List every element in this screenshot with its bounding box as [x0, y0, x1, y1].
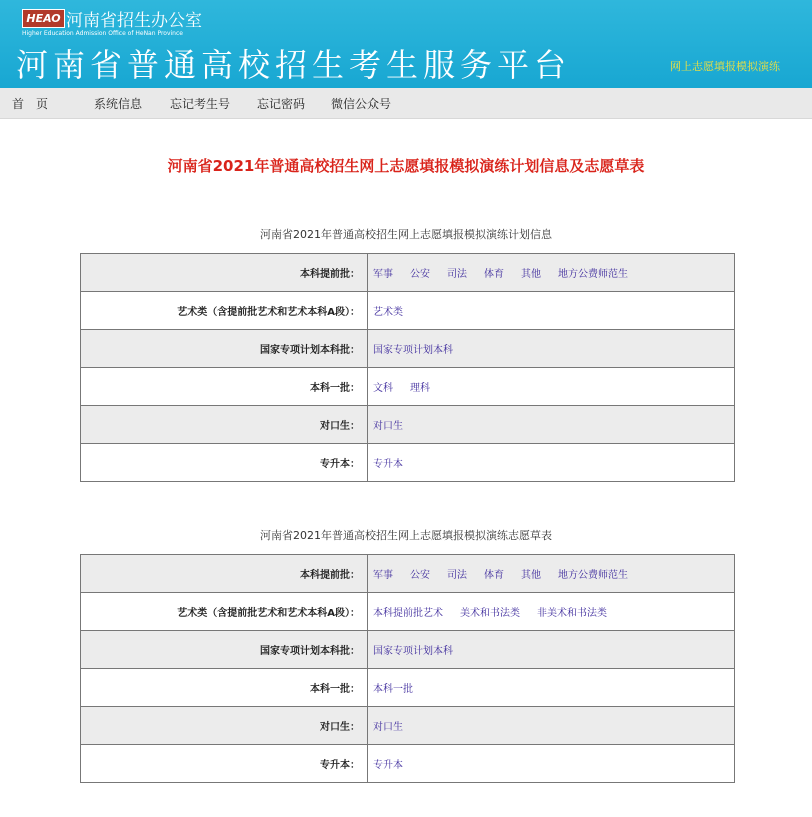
category-link[interactable]: 司法	[447, 269, 467, 280]
category-link[interactable]: 文科	[373, 383, 393, 394]
draft-form-table	[80, 554, 735, 783]
category-link[interactable]: 公安	[410, 570, 430, 581]
row-label: 本科一批：	[81, 669, 368, 707]
table-row	[81, 292, 735, 330]
table-row	[81, 368, 735, 406]
row-links	[368, 593, 735, 631]
category-link[interactable]: 国家专项计划本科	[373, 345, 453, 356]
nav-forgot-exam-number[interactable]: 忘记考生号	[170, 97, 231, 111]
row-links	[368, 254, 735, 292]
table-row	[81, 593, 735, 631]
category-link[interactable]: 专升本	[373, 760, 403, 771]
row-links	[368, 368, 735, 406]
nav-home[interactable]: 首 页	[12, 97, 49, 111]
nav-wechat[interactable]: 微信公众号	[331, 97, 392, 111]
category-link[interactable]: 地方公费师范生	[558, 570, 628, 581]
category-link[interactable]: 公安	[410, 269, 430, 280]
category-link[interactable]: 地方公费师范生	[558, 269, 628, 280]
nav-forgot-password[interactable]: 忘记密码	[257, 97, 306, 111]
category-link[interactable]: 对口生	[373, 722, 403, 733]
category-link[interactable]: 理科	[410, 383, 430, 394]
draft-form-title: 河南省2021年普通高校招生网上志愿填报模拟演练志愿草表	[260, 529, 552, 542]
row-label: 本科提前批：	[81, 555, 368, 593]
row-links	[368, 406, 735, 444]
category-link[interactable]: 司法	[447, 570, 467, 581]
row-label: 艺术类（含提前批艺术和艺术本科A段）：	[81, 593, 368, 631]
category-link[interactable]: 其他	[521, 269, 541, 280]
heao-logo: HEAO	[22, 9, 65, 28]
mock-drill-link[interactable]: 网上志愿填报模拟演练	[670, 60, 780, 73]
row-label: 专升本：	[81, 745, 368, 783]
row-links	[368, 444, 735, 482]
table-row	[81, 669, 735, 707]
plan-info-title: 河南省2021年普通高校招生网上志愿填报模拟演练计划信息	[260, 228, 552, 241]
row-links	[368, 292, 735, 330]
row-label: 对口生：	[81, 707, 368, 745]
row-label: 国家专项计划本科批：	[81, 631, 368, 669]
site-header	[0, 0, 812, 88]
row-links	[368, 669, 735, 707]
table-row	[81, 444, 735, 482]
office-name: 河南省招生办公室	[66, 11, 202, 31]
table-row	[81, 707, 735, 745]
row-links	[368, 707, 735, 745]
row-links	[368, 555, 735, 593]
platform-title: 河南省普通高校招生考生服务平台	[16, 46, 572, 84]
row-label: 本科提前批：	[81, 254, 368, 292]
table-row	[81, 631, 735, 669]
table-row	[81, 745, 735, 783]
table-row	[81, 330, 735, 368]
office-name-en: Higher Education Admission Office of HeNan Province	[22, 30, 183, 37]
category-link[interactable]: 本科提前批艺术	[373, 608, 443, 619]
category-link[interactable]: 对口生	[373, 421, 403, 432]
category-link[interactable]: 其他	[521, 570, 541, 581]
nav-bar	[0, 88, 812, 119]
category-link[interactable]: 美术和书法类	[460, 608, 520, 619]
row-label: 专升本：	[81, 444, 368, 482]
row-label: 艺术类（含提前批艺术和艺术本科A段）：	[81, 292, 368, 330]
page-title: 河南省2021年普通高校招生网上志愿填报模拟演练计划信息及志愿草表	[167, 157, 645, 175]
category-link[interactable]: 本科一批	[373, 684, 413, 695]
category-link[interactable]: 军事	[373, 269, 393, 280]
category-link[interactable]: 艺术类	[373, 307, 403, 318]
row-label: 本科一批：	[81, 368, 368, 406]
table-row	[81, 254, 735, 292]
row-links	[368, 631, 735, 669]
table-row	[81, 555, 735, 593]
row-links	[368, 745, 735, 783]
category-link[interactable]: 军事	[373, 570, 393, 581]
row-label: 对口生：	[81, 406, 368, 444]
table-row	[81, 406, 735, 444]
plan-info-table	[80, 253, 735, 482]
nav-system-info[interactable]: 系统信息	[94, 97, 143, 111]
row-links	[368, 330, 735, 368]
row-label: 国家专项计划本科批：	[81, 330, 368, 368]
category-link[interactable]: 体育	[484, 269, 504, 280]
category-link[interactable]: 体育	[484, 570, 504, 581]
category-link[interactable]: 专升本	[373, 459, 403, 470]
category-link[interactable]: 国家专项计划本科	[373, 646, 453, 657]
category-link[interactable]: 非美术和书法类	[537, 608, 607, 619]
